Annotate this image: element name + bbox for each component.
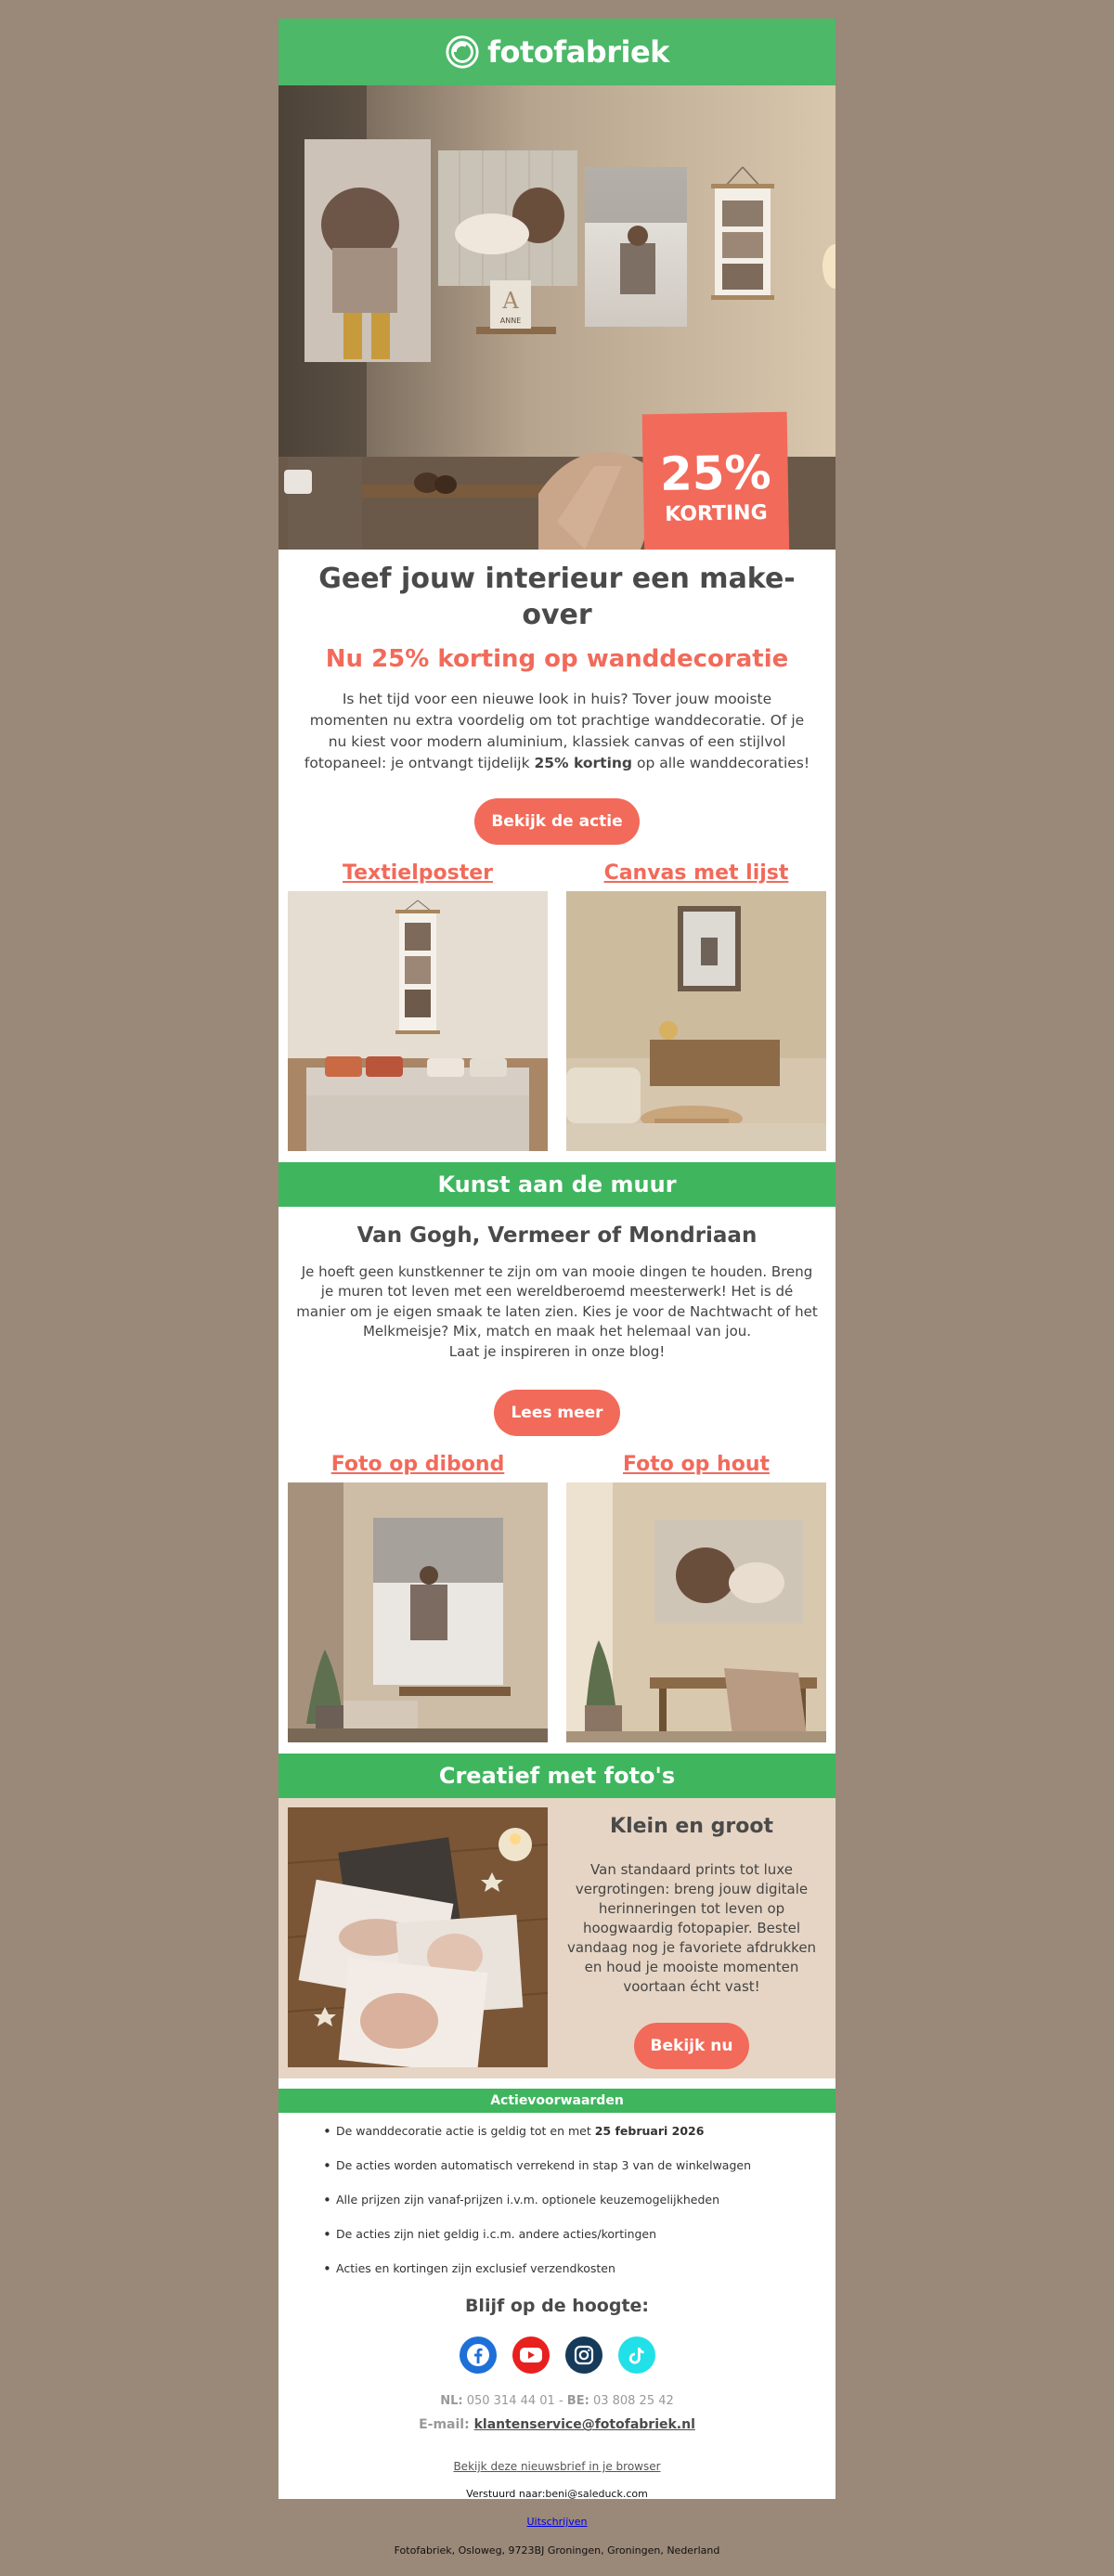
condition-item: • De wanddecoratie actie is geldig tot en met 25 februari 2026: [336, 2124, 836, 2138]
fotofabriek-logo-icon: [445, 34, 480, 70]
klein-en-groot-image[interactable]: [288, 1807, 548, 2067]
unsubscribe-row: [278, 2516, 836, 2528]
product-title-link[interactable]: Canvas met lijst: [603, 861, 789, 885]
product-title-link[interactable]: Textielposter: [343, 861, 493, 885]
hero-image[interactable]: [278, 85, 836, 550]
creatief-text: Van standaard prints tot luxe vergrotingen: breng jouw digitale herinneringen tot leven op hoogwaardig fotopapier. Bestel vandaag nog je favoriete afdrukken en houd je mooiste momenten voortaan écht vast!: [566, 1861, 817, 1996]
badge-percent: 25%: [659, 445, 772, 501]
intro: [278, 550, 836, 774]
phone-numbers: NL: 050 314 44 01 - BE: 03 808 25 42: [440, 2394, 674, 2409]
be-phone[interactable]: 03 808 25 42: [592, 2394, 674, 2409]
product-title-link[interactable]: Foto op hout: [622, 1453, 771, 1477]
intro-subtitle: Nu 25% korting op wanddecoratie: [325, 645, 789, 673]
foto-op-hout-image[interactable]: [566, 1482, 826, 1742]
products-bottom: [278, 1447, 836, 1742]
condition-item: • De acties worden automatisch verrekend in stap 3 van de winkelwagen: [336, 2158, 836, 2172]
band-creatief: Creatief met foto's: [278, 1754, 836, 1798]
canvas-met-lijst-image[interactable]: [566, 891, 826, 1151]
bekijk-nu-button[interactable]: Bekijk nu: [634, 2023, 750, 2069]
creatief-section: [278, 1798, 836, 2078]
condition-item: • Acties en kortingen zijn exclusief verzendkosten: [336, 2261, 836, 2275]
condition-item: • Alle prijzen zijn vanaf-prijzen i.v.m. optionele keuzemogelijkheden: [336, 2193, 836, 2207]
product-foto-op-hout: [566, 1447, 826, 1742]
band-kunst: Kunst aan de muur: [278, 1162, 836, 1207]
product-textielposter: [288, 856, 548, 1151]
email-contact: E-mail: klantenservice@fotofabriek.nl: [419, 2417, 695, 2433]
sent-to: Verstuurd naar:beni@saleduck.com: [466, 2488, 648, 2500]
intro-text: Is het tijd voor een nieuwe look in huis? Tover jouw mooiste momenten nu extra voordelig om tot prachtige wanddecoratie. Of je nu kiest voor modern aluminium, klassiek canvas of een stijlvol fotopaneel: je ontvangt tijdelijk 25% korting op alle wanddecoraties!: [304, 690, 810, 771]
kunst-text: Je hoeft geen kunstkenner te zijn om van mooie dingen te houden. Breng je muren tot leven met een wereldberoemd meesterwerk! Het is dé manier om je eigen smaak te laten zien. Kies je voor de Nachtwacht of het Melkmeisje? Mix, match en maak het helemaal van jou. Laat je inspireren in onze blog!: [296, 1262, 818, 1360]
instagram-icon[interactable]: [565, 2337, 602, 2374]
product-foto-op-dibond: [288, 1447, 548, 1742]
newsletter: [278, 19, 836, 2499]
creatief-title: Klein en groot: [610, 1815, 773, 1839]
lees-meer-button[interactable]: Lees meer: [494, 1390, 619, 1436]
hero-sign-text: ANNE: [499, 317, 522, 325]
discount-badge: [642, 412, 790, 550]
products-top: [278, 856, 836, 1151]
bekijk-actie-button[interactable]: Bekijk de actie: [474, 798, 639, 845]
email-link[interactable]: klantenservice@fotofabriek.nl: [473, 2417, 695, 2433]
logo-text[interactable]: fotofabriek: [487, 34, 669, 70]
social-title: Blijf op de hoogte:: [464, 2296, 650, 2317]
condition-item: • De acties zijn niet geldig i.c.m. andere acties/kortingen: [336, 2227, 836, 2241]
svg-text:A: A: [502, 288, 519, 314]
foto-op-dibond-image[interactable]: [288, 1482, 548, 1742]
view-in-browser-link[interactable]: Bekijk deze nieuwsbrief in je browser: [453, 2460, 661, 2474]
badge-label: KORTING: [665, 500, 768, 526]
conditions-list: [278, 2113, 836, 2275]
youtube-icon[interactable]: [512, 2337, 550, 2374]
product-title-link[interactable]: Foto op dibond: [330, 1453, 505, 1477]
tiktok-icon[interactable]: [618, 2337, 655, 2374]
nl-phone[interactable]: 050 314 44 01: [466, 2394, 555, 2409]
product-canvas-met-lijst: [566, 856, 826, 1151]
textielposter-image[interactable]: [288, 891, 548, 1151]
kunst-title: Van Gogh, Vermeer of Mondriaan: [356, 1223, 758, 1248]
band-actievoorwaarden: Actievoorwaarden: [278, 2089, 836, 2113]
facebook-icon[interactable]: [460, 2337, 497, 2374]
unsubscribe-link[interactable]: Uitschrijven: [526, 2516, 588, 2528]
social-icons: [278, 2337, 836, 2374]
company-address: Fotofabriek, Osloweg, 9723BJ Groningen, Groningen, Nederland: [394, 2544, 720, 2557]
header: [278, 19, 836, 85]
intro-title: Geef jouw interieur een make-over: [318, 563, 796, 631]
